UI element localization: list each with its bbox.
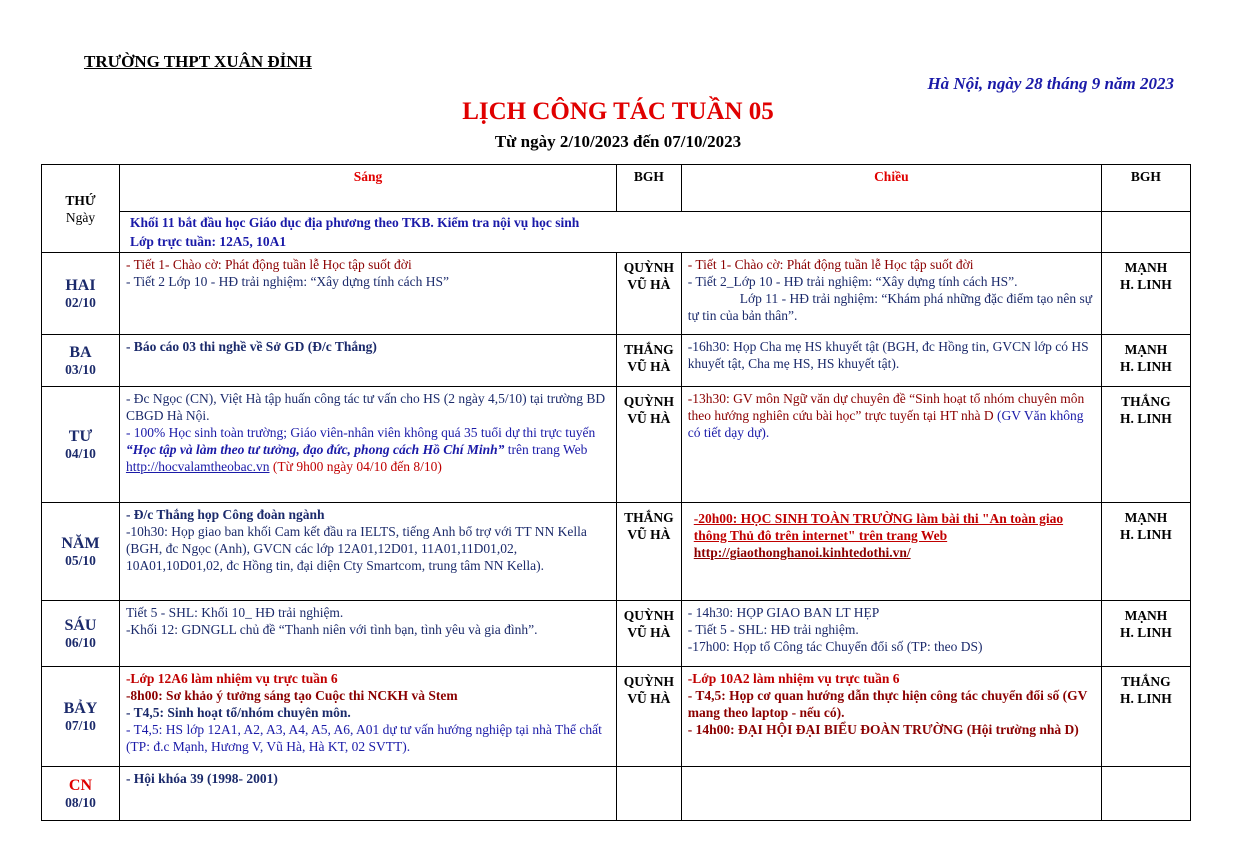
- contest-text: trên trang Web: [504, 442, 588, 457]
- bgh-name: MẠNH: [1124, 342, 1168, 357]
- day-cell: [42, 253, 120, 335]
- day-date: 02/10: [65, 294, 96, 310]
- bgh-name: QUỲNH: [623, 674, 674, 689]
- afternoon-item: - T4,5: Họp cơ quan hướng dẫn thực hiện công tác chuyển đổi số (GV mang theo laptop - nếu có).: [687, 688, 1088, 720]
- duty-class-line: Lớp trực tuần: 12A5, 10A1: [129, 234, 287, 249]
- page-title: LỊCH CÔNG TÁC TUẦN 05: [462, 98, 774, 125]
- day-row-nam: [42, 503, 1191, 601]
- day-date: 03/10: [65, 361, 96, 377]
- bgh-afternoon-cell: [1101, 335, 1190, 387]
- morning-cell: [119, 601, 616, 667]
- afternoon-item: Lớp 11 - HĐ trải nghiệm: “Khám phá những đặc điểm tạo nên sự tự tin của bản thân”.: [687, 291, 1093, 323]
- bgh-morning-cell: [616, 253, 681, 335]
- col-date-label: Ngày: [65, 209, 96, 225]
- contest-dates: (Từ 9h00 ngày 04/10 đến 8/10): [269, 459, 442, 474]
- traffic-quiz-link[interactable]: http://giaothonghanoi.kinhtedothi.vn/: [693, 545, 911, 560]
- morning-item: -Khối 12: GDNGLL chủ đề “Thanh niên với tình bạn, tình yêu và gia đình”.: [125, 622, 538, 637]
- bgh-name: MẠNH: [1124, 608, 1168, 623]
- day-name: BA: [69, 343, 92, 361]
- col-bgh-afternoon-header: BGH: [1101, 165, 1190, 212]
- day-row-bay: [42, 667, 1191, 767]
- bgh-morning-cell: [616, 387, 681, 503]
- school-name: TRƯỜNG THPT XUÂN ĐỈNH: [84, 52, 312, 71]
- morning-cell: [119, 503, 616, 601]
- place-date: Hà Nội, ngày 28 tháng 9 năm 2023: [927, 74, 1174, 93]
- bgh-name: VŨ HÀ: [627, 625, 671, 640]
- day-row-hai: [42, 253, 1191, 335]
- day-date: 04/10: [65, 445, 96, 461]
- morning-item: -Lớp 12A6 làm nhiệm vụ trực tuần 6: [125, 671, 338, 686]
- bgh-name: THẮNG: [624, 510, 674, 525]
- bgh-name: VŨ HÀ: [627, 527, 671, 542]
- morning-cell: [119, 667, 616, 767]
- day-name: SÁU: [64, 616, 97, 634]
- day-row-cn: [42, 767, 1191, 821]
- bgh-name: THẮNG: [1121, 394, 1171, 409]
- afternoon-cell: [681, 503, 1101, 601]
- morning-item: - Đ/c Thắng họp Công đoàn ngành: [125, 507, 325, 522]
- col-afternoon-header: Chiều: [681, 165, 1101, 212]
- day-date: 08/10: [65, 794, 96, 810]
- bgh-name: VŨ HÀ: [627, 277, 671, 292]
- day-row-ba: [42, 335, 1191, 387]
- contest-link[interactable]: http://hocvalamtheobac.vn: [125, 459, 270, 474]
- bgh-name: MẠNH: [1124, 510, 1168, 525]
- morning-cell: [119, 335, 616, 387]
- contest-title: “Học tập và làm theo tư tưởng, đạo đức, phong cách Hồ Chí Minh”: [125, 442, 505, 457]
- afternoon-text: -13h30: GV môn Ngữ văn dự chuyên đề “Sinh hoạt tổ nhóm chuyên môn theo hướng nghiên cứu bài học” trực tuyến tại HT nhà D: [687, 391, 1085, 423]
- day-row-tu: [42, 387, 1191, 503]
- day-cell: [42, 503, 120, 601]
- morning-item: - T4,5: HS lớp 12A1, A2, A3, A4, A5, A6, A01 dự tư vấn hướng nghiệp tại nhà Thể chất (TP: đ.c Mạnh, Hương V, Vũ Hà, Hà KT, 02 SVTT).: [125, 722, 602, 754]
- morning-item: - Tiết 1- Chào cờ: Phát động tuần lễ Học tập suốt đời: [125, 257, 412, 272]
- afternoon-item: [688, 390, 1095, 441]
- afternoon-item: - Tiết 5 - SHL: HĐ trải nghiệm.: [687, 622, 859, 637]
- morning-item: - Đc Ngọc (CN), Việt Hà tập huấn công tác tư vấn cho HS (2 ngày 4,5/10) tại trường BD CBGD Hà Nội.: [125, 391, 606, 423]
- day-name: HAI: [65, 276, 96, 294]
- bgh-name: VŨ HÀ: [627, 359, 671, 374]
- afternoon-item: -Lớp 10A2 làm nhiệm vụ trực tuần 6: [687, 671, 900, 686]
- col-day-label: THỨ: [65, 192, 96, 208]
- col-morning-header: Sáng: [119, 165, 616, 212]
- empty-cell: [1101, 212, 1190, 253]
- day-row-sau: [42, 601, 1191, 667]
- bgh-afternoon-cell: [1101, 387, 1190, 503]
- day-cell: [42, 667, 120, 767]
- afternoon-item: - 14h00: ĐẠI HỘI ĐẠI BIỂU ĐOÀN TRƯỜNG (Hội trường nhà D): [687, 722, 1079, 737]
- date-range: Từ ngày 2/10/2023 đến 07/10/2023: [494, 132, 742, 151]
- week-note: [119, 212, 1101, 253]
- bgh-afternoon-cell: [1101, 601, 1190, 667]
- morning-item: - Hội khóa 39 (1998- 2001): [125, 771, 278, 786]
- bgh-name: VŨ HÀ: [627, 691, 671, 706]
- afternoon-cell: [681, 601, 1101, 667]
- morning-item: [126, 424, 610, 475]
- morning-cell: [119, 767, 616, 821]
- day-date: 07/10: [65, 717, 96, 733]
- bgh-name: QUỲNH: [623, 260, 674, 275]
- bgh-morning-cell: [616, 667, 681, 767]
- week-note-line: Khối 11 bắt đầu học Giáo dục địa phương theo TKB. Kiểm tra nội vụ học sinh: [129, 215, 580, 230]
- afternoon-item: - Tiết 1- Chào cờ: Phát động tuần lễ Học tập suốt đời: [687, 257, 974, 272]
- afternoon-cell: [681, 253, 1101, 335]
- day-date: 06/10: [65, 634, 96, 650]
- day-name: NĂM: [61, 534, 100, 552]
- week-note-row: [42, 212, 1191, 253]
- day-cell: [42, 601, 120, 667]
- afternoon-cell: [681, 667, 1101, 767]
- morning-item: -10h30: Họp giao ban khối Cam kết đầu ra IELTS, tiếng Anh bổ trợ với TT NN Kella (BGH, đc Ngọc (Anh), GVCN các lớp 12A01,12D01, 11A01,11D01,02, 10A01,10D01,02, đc Hồng tin, đại diện Cty Smartcom, trung tâm NN Kella).: [125, 524, 587, 573]
- col-bgh-morning-header: BGH: [616, 165, 681, 212]
- day-cell: [42, 387, 120, 503]
- bgh-name: H. LINH: [1120, 359, 1172, 374]
- day-cell: [42, 335, 120, 387]
- header-row: [42, 165, 1191, 212]
- afternoon-note: (GV Văn không có tiết dạy dự).: [687, 408, 1084, 440]
- morning-item: - Báo cáo 03 thi nghề về Sở GD (Đ/c Thắng): [125, 339, 377, 354]
- schedule-table: [41, 164, 1191, 821]
- bgh-name: THẮNG: [1121, 674, 1171, 689]
- bgh-name: QUỲNH: [623, 394, 674, 409]
- bgh-name: MẠNH: [1124, 260, 1168, 275]
- day-name: BẢY: [63, 699, 98, 717]
- bgh-name: QUỲNH: [623, 608, 674, 623]
- morning-cell: [119, 253, 616, 335]
- bgh-name: H. LINH: [1120, 691, 1172, 706]
- bgh-name: H. LINH: [1120, 625, 1172, 640]
- afternoon-item: - Tiết 2_Lớp 10 - HĐ trải nghiệm: “Xây dựng tính cách HS”.: [687, 274, 1018, 289]
- morning-item: - Tiết 2 Lớp 10 - HĐ trải nghiệm: “Xây dựng tính cách HS”: [125, 274, 449, 289]
- afternoon-item: -17h00: Họp tổ Công tác Chuyển đổi số (TP: theo DS): [687, 639, 983, 654]
- bgh-name: VŨ HÀ: [627, 411, 671, 426]
- bgh-name: H. LINH: [1120, 411, 1172, 426]
- bgh-morning-cell: [616, 335, 681, 387]
- afternoon-cell: [681, 767, 1101, 821]
- morning-item: Tiết 5 - SHL: Khối 10_ HĐ trải nghiệm.: [125, 605, 344, 620]
- morning-item: - T4,5: Sinh hoạt tổ/nhóm chuyên môn.: [125, 705, 351, 720]
- bgh-name: H. LINH: [1120, 527, 1172, 542]
- bgh-afternoon-cell: [1101, 667, 1190, 767]
- contest-text: - 100% Học sinh toàn trường; Giáo viên-nhân viên không quá 35 tuổi dự thi trực tuyến: [125, 425, 596, 440]
- bgh-morning-cell: [616, 601, 681, 667]
- bgh-morning-cell: [616, 503, 681, 601]
- bgh-afternoon-cell: [1101, 503, 1190, 601]
- bgh-name: THẮNG: [624, 342, 674, 357]
- afternoon-item: -20h00: HỌC SINH TOÀN TRƯỜNG làm bài thi "An toàn giao thông Thủ đô trên internet" trên trang Web: [693, 511, 1064, 543]
- bgh-morning-cell: [616, 767, 681, 821]
- afternoon-item: -16h30: Họp Cha mẹ HS khuyết tật (BGH, đc Hồng tin, GVCN lớp có HS khuyết tật, Cha mẹ HS, HS khuyết tật).: [687, 339, 1089, 371]
- col-day-header: [42, 165, 120, 253]
- bgh-afternoon-cell: [1101, 253, 1190, 335]
- morning-item: -8h00: Sơ khảo ý tưởng sáng tạo Cuộc thi NCKH và Stem: [125, 688, 458, 703]
- afternoon-cell: [681, 335, 1101, 387]
- bgh-name: H. LINH: [1120, 277, 1172, 292]
- day-cell: [42, 767, 120, 821]
- day-name: TƯ: [68, 427, 93, 445]
- day-date: 05/10: [65, 552, 96, 568]
- afternoon-item: - 14h30: HỌP GIAO BAN LT HẸP: [687, 605, 880, 620]
- afternoon-cell: [681, 387, 1101, 503]
- day-name: CN: [68, 776, 93, 794]
- bgh-afternoon-cell: [1101, 767, 1190, 821]
- morning-cell: [119, 387, 616, 503]
